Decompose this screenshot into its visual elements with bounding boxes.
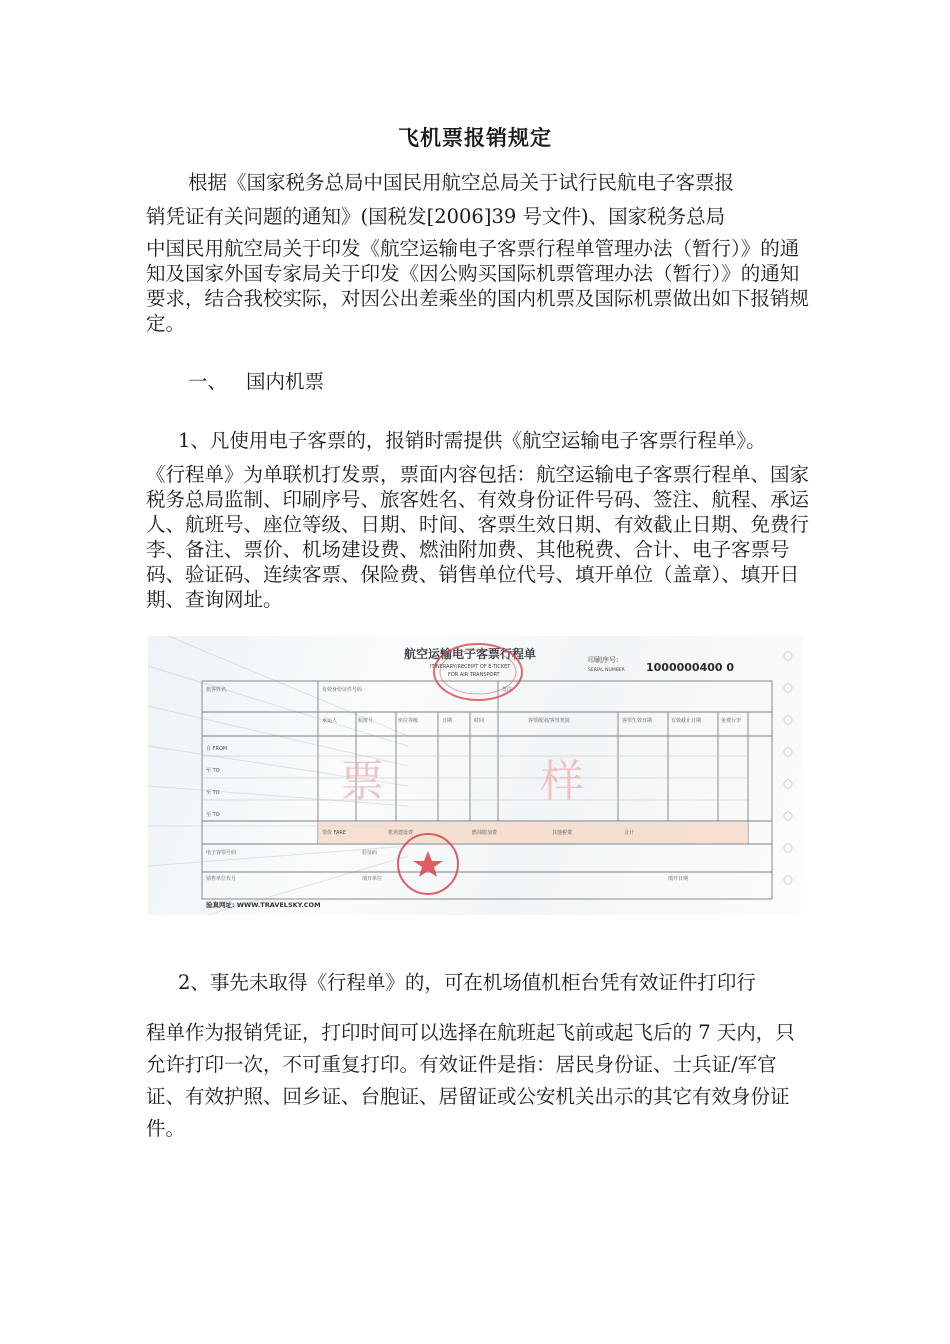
ticket-total-label: 合计 [624,830,635,836]
ticket-website: 验真网址: WWW.TRAVELSKY.COM [206,901,321,909]
ticket-airport-tax-label: 机场建设费 [388,830,414,836]
ticket-to-label-2: 至 TO [206,790,220,796]
ticket-other-tax-label: 其他税费 [552,830,573,836]
section-heading [188,369,588,395]
intro-rest: 中国民用航空局关于印发《航空运输电子客票行程单管理办法（暂行）》的通知及国家外国专家局关于印发《因公购买国际机票管理办法（暂行）》的通知要求，结合我校实际，对因公出差乘坐的国内机票及国际机票做出如下报销规定。 [146,237,810,335]
intro-line-2: 销凭证有关问题的通知》(国税发[2006]39 号文件)、国家税务总局 [146,205,726,228]
ticket-date-label: 日期 [442,718,453,724]
ticket-check-code-label: 验证码 [362,850,378,856]
ticket-flight-label: 航班号 [358,718,374,724]
section-number: 一、 [188,370,228,393]
ticket-watermark-yang: 样 [540,756,584,807]
ticket-class-label: 座位等级 [398,718,419,724]
ticket-passenger-label: 旅客姓名 [206,687,227,693]
item-2-first-line: 2、事先未取得《行程单》的，可在机场值机柜台凭有效证件打印行 [178,971,756,994]
section-title: 国内机票 [246,370,325,393]
ticket-to-label-1: 至 TO [206,768,220,774]
ticket-fuel-label: 燃油附加费 [472,830,498,836]
ticket-agent-code-label: 销售单位代号 [206,876,237,882]
itinerary-ticket-image [148,636,802,915]
ticket-allow-label: 免费行李 [721,718,742,724]
document-title: 飞机票报销规定 [398,125,552,150]
ticket-serial-number: 1000000400 0 [646,661,735,674]
ticket-title-en-2: FOR AIR TRANSPORT [448,672,500,678]
ticket-eticket-label: 电子客票号码 [206,850,237,856]
ticket-fare-label: 票价 FARE [322,830,347,836]
intro-paragraph [146,170,811,336]
ticket-carrier-label: 承运人 [322,718,338,724]
ticket-stamp-star-icon [413,851,443,877]
ticket-serial-label: 印刷序号: [588,656,619,664]
intro-line-1: 根据《国家税务总局中国民用航空总局关于试行民航电子客票报 [188,171,735,194]
ticket-id-label: 有效身份证件号码 [322,687,363,693]
ticket-from-label: 自 FROM [206,746,228,752]
item-1-body: 《行程单》为单联机打发票，票面内容包括：航空运输电子客票行程单、国家税务总局监制、印刷序号、旅客姓名、有效身份证件号码、签注、航程、承运人、航班号、座位等级、日期、时间、客票生效日期、有效截止日期、免费行李、备注、票价、机场建设费、燃油附加费、其他税费、合计、电子客票号码、验证码、连续客票、保险费、销售单位代号、填开单位（盖章）、填开日期、查询网址。 [146,463,810,611]
ticket-title-en-1: ITINERARY/RECEIPT OF E-TICKET [430,664,511,670]
ticket-to-label-3: 至 TO [206,812,220,818]
ticket-watermark-piao: 票 [340,756,384,807]
ticket-serial-label-en: SERIAL NUMBER [588,668,625,673]
ticket-title: 航空运输电子客票行程单 [404,647,537,661]
item-2-body: 程单作为报销凭证，打印时间可以选择在航班起飞前或起飞后的 7 天内，只允许打印一次，不可重复打印。有效证件是指：居民身份证、士兵证/军官证、有效护照、回乡证、台胞证、居留证或公安机关出示的其它有效身份证件。 [146,1021,795,1140]
ticket-not-valid-after-label: 有效截止日期 [671,718,702,724]
ticket-time-label: 时间 [474,718,485,724]
item-1-first-line: 1、凡使用电子客票的，报销时需提供《航空运输电子客票行程单》。 [178,429,766,452]
ticket-not-valid-before-label: 客票生效日期 [622,718,653,724]
ticket-endorse-label: 签注 [502,687,513,693]
ticket-fare-basis-label: 客票级别/客票类别 [528,718,570,724]
ticket-date-issue-label: 填开日期 [668,876,689,882]
ticket-issued-by-label: 填开单位 [362,876,383,882]
